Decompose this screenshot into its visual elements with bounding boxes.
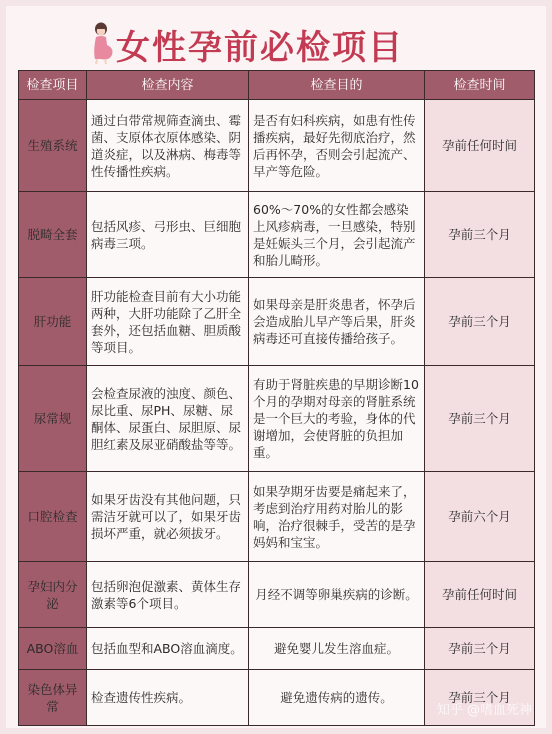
row-purpose: 有助于肾脏疾患的早期诊断10个月的孕期对母亲的肾脏系统是一个巨大的考验，身体的代谢增加，会使肾脏的负担加重。	[249, 366, 425, 472]
row-time: 孕前六个月	[425, 472, 535, 562]
table-row	[19, 100, 535, 192]
row-time: 孕前任何时间	[425, 100, 535, 192]
row-item: 脱畸全套	[19, 192, 87, 278]
table-row	[19, 628, 535, 670]
row-purpose: 避免婴儿发生溶血症。	[249, 628, 425, 670]
column-header-content: 检查内容	[87, 71, 249, 100]
column-header-item: 检查项目	[19, 71, 87, 100]
table-row	[19, 472, 535, 562]
row-time: 孕前三个月	[425, 670, 535, 726]
column-header-time: 检查时间	[425, 71, 535, 100]
row-purpose: 月经不调等卵巢疾病的诊断。	[249, 562, 425, 628]
row-item: ABO溶血	[19, 628, 87, 670]
pregnant-woman-icon	[84, 20, 118, 64]
row-time: 孕前三个月	[425, 192, 535, 278]
row-time: 孕前三个月	[425, 366, 535, 472]
watermark: 知乎 @嗜血死神	[436, 703, 532, 718]
table-row	[19, 366, 535, 472]
row-content: 通过白带常规筛查滴虫、霉菌、支原体衣原体感染、阴道炎症，以及淋病、梅毒等性传播性疾病。	[87, 100, 249, 192]
row-purpose: 如果孕期牙齿要是痛起来了，考虑到治疗用药对胎儿的影响，治疗很棘手，受苦的是孕妈妈和宝宝。	[249, 472, 425, 562]
row-purpose: 如果母亲是肝炎患者，怀孕后会造成胎儿早产等后果，肝炎病毒还可直接传播给孩子。	[249, 278, 425, 366]
row-content: 包括风疹、弓形虫、巨细胞病毒三项。	[87, 192, 249, 278]
row-content: 检查遗传性疾病。	[87, 670, 249, 726]
row-purpose: 是否有妇科疾病，如患有性传播疾病，最好先彻底治疗，然后再怀孕，否则会引起流产、早产等危险。	[249, 100, 425, 192]
row-content: 包括卵泡促激素、黄体生存激素等6个项目。	[87, 562, 249, 628]
row-item: 尿常规	[19, 366, 87, 472]
table-row	[19, 192, 535, 278]
checkup-table	[18, 70, 535, 726]
row-content: 包括血型和ABO溶血滴度。	[87, 628, 249, 670]
column-header-purpose: 检查目的	[249, 71, 425, 100]
row-time: 孕前三个月	[425, 628, 535, 670]
row-purpose: 60%～70%的女性都会感染上风疹病毒，一旦感染，特别是妊娠头三个月，会引起流产和胎儿畸形。	[249, 192, 425, 278]
row-content: 会检查尿液的浊度、颜色、尿比重、尿PH、尿糖、尿酮体、尿蛋白、尿胆原、尿胆红素及尿亚硝酸盐等等。	[87, 366, 249, 472]
page-frame	[6, 6, 546, 728]
header	[6, 6, 546, 70]
table-row	[19, 562, 535, 628]
row-content: 肝功能检查目前有大小功能两种，大肝功能除了乙肝全套外，还包括血糖、胆质酸等项目。	[87, 278, 249, 366]
row-item: 染色体异常	[19, 670, 87, 726]
row-purpose: 避免遗传病的遗传。	[249, 670, 425, 726]
row-time: 孕前任何时间	[425, 562, 535, 628]
row-item: 肝功能	[19, 278, 87, 366]
row-item: 口腔检查	[19, 472, 87, 562]
table-header-row	[19, 71, 535, 100]
page-title: 女性孕前必检项目	[116, 28, 404, 68]
row-time: 孕前三个月	[425, 278, 535, 366]
row-item: 孕妇内分泌	[19, 562, 87, 628]
row-item: 生殖系统	[19, 100, 87, 192]
row-content: 如果牙齿没有其他问题，只需洁牙就可以了，如果牙齿损坏严重，就必须拔牙。	[87, 472, 249, 562]
table-row	[19, 278, 535, 366]
